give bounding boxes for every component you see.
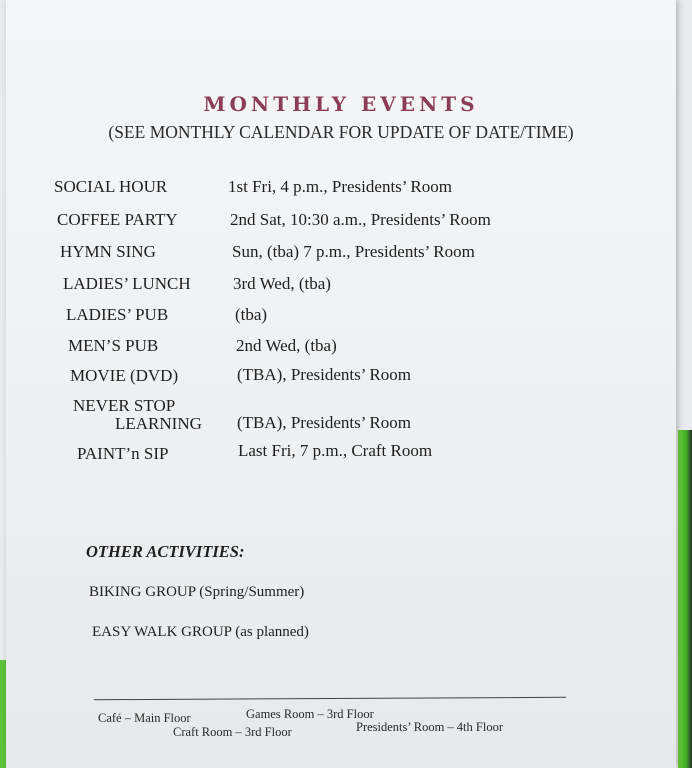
- event-name: SOCIAL HOUR: [54, 177, 168, 196]
- divider: [94, 697, 566, 700]
- page-subtitle: (SEE MONTHLY CALENDAR FOR UPDATE OF DATE/TIME): [108, 122, 574, 142]
- location-presidents-room: Presidents’ Room – 4th Floor: [356, 720, 503, 734]
- events-notice-sheet: [6, 0, 676, 768]
- event-name: COFFEE PARTY: [57, 210, 178, 229]
- event-name: LADIES’ PUB: [66, 305, 169, 324]
- event-detail: (TBA), Presidents’ Room: [237, 365, 411, 384]
- event-detail: 2nd Sat, 10:30 a.m., Presidents’ Room: [230, 210, 491, 229]
- event-detail: 1st Fri, 4 p.m., Presidents’ Room: [228, 177, 452, 196]
- event-name: MOVIE (DVD): [70, 366, 179, 385]
- event-detail: Sun, (tba) 7 p.m., Presidents’ Room: [232, 242, 475, 261]
- other-activities-heading: OTHER ACTIVITIES:: [86, 542, 245, 561]
- event-name: LADIES’ LUNCH: [63, 274, 191, 293]
- location-cafe: Café – Main Floor: [98, 711, 191, 725]
- event-detail: 3rd Wed, (tba): [233, 274, 331, 293]
- location-games-room: Games Room – 3rd Floor: [246, 707, 374, 721]
- event-detail: 2nd Wed, (tba): [236, 336, 337, 355]
- event-detail: (tba): [235, 305, 268, 324]
- event-name-line2: LEARNING: [115, 414, 202, 433]
- green-background-edge-right: [678, 430, 692, 768]
- event-name: PAINT’n SIP: [77, 444, 169, 463]
- event-name-line1: NEVER STOP: [73, 396, 176, 415]
- list-item: EASY WALK GROUP (as planned): [92, 624, 309, 640]
- list-item: BIKING GROUP (Spring/Summer): [89, 584, 305, 600]
- event-detail: Last Fri, 7 p.m., Craft Room: [238, 441, 433, 460]
- event-detail: (TBA), Presidents’ Room: [237, 413, 411, 432]
- event-name: HYMN SING: [60, 242, 156, 261]
- location-craft-room: Craft Room – 3rd Floor: [173, 725, 292, 739]
- event-name: MEN’S PUB: [68, 336, 159, 355]
- page-title: MONTHLY EVENTS: [203, 92, 479, 116]
